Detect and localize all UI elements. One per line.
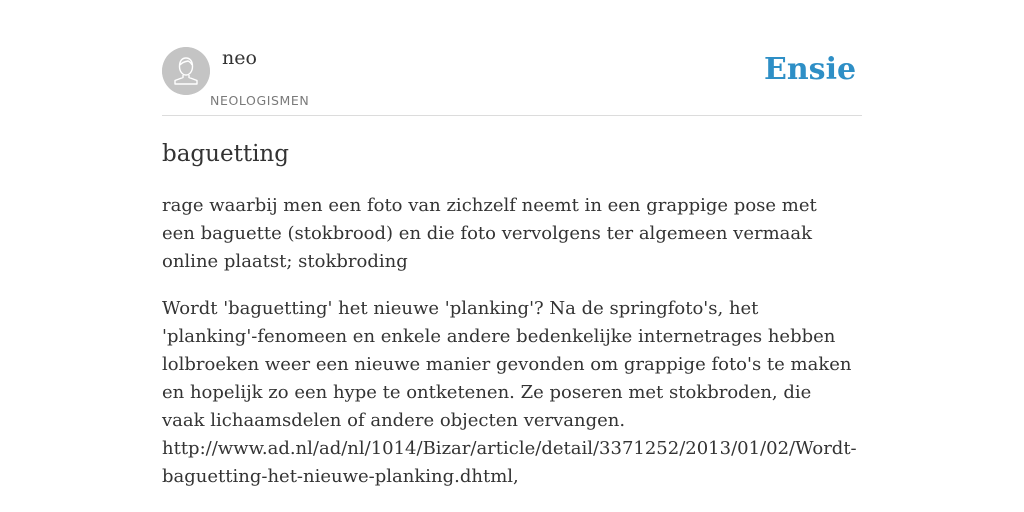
term-title: baguetting bbox=[162, 141, 289, 167]
category-label[interactable]: NEOLOGISMEN bbox=[210, 93, 310, 108]
header-divider bbox=[162, 115, 862, 116]
site-logo[interactable]: Ensie bbox=[764, 52, 857, 87]
definition-text: rage waarbij men een foto van zichzelf neemt in een grappige pose met een baguette (stokbrood) en die foto vervolgens ter algemeen vermaak online plaatst; stokbroding bbox=[162, 195, 817, 272]
user-avatar-icon bbox=[162, 47, 210, 95]
user-avatar[interactable] bbox=[162, 47, 210, 95]
username[interactable]: neo bbox=[222, 47, 257, 69]
example-text: Wordt 'baguetting' het nieuwe 'planking'? Na de springfoto's, het 'planking'-fenomeen en enkele andere bedenkelijke internetrages hebben lolbroeken weer een nieuwe manier gevonden om grappige foto's te maken en hopelijk zo een hype te ontketenen. Ze poseren met stokbroden, die vaak lichaamsdelen of andere objecten vervangen. http://www.ad.nl/ad/nl/1014/Bizar/article/detail/3371252/2013/01/02/Wordt-baguetting-het-nieuwe-planking.dhtml, bbox=[162, 298, 857, 487]
